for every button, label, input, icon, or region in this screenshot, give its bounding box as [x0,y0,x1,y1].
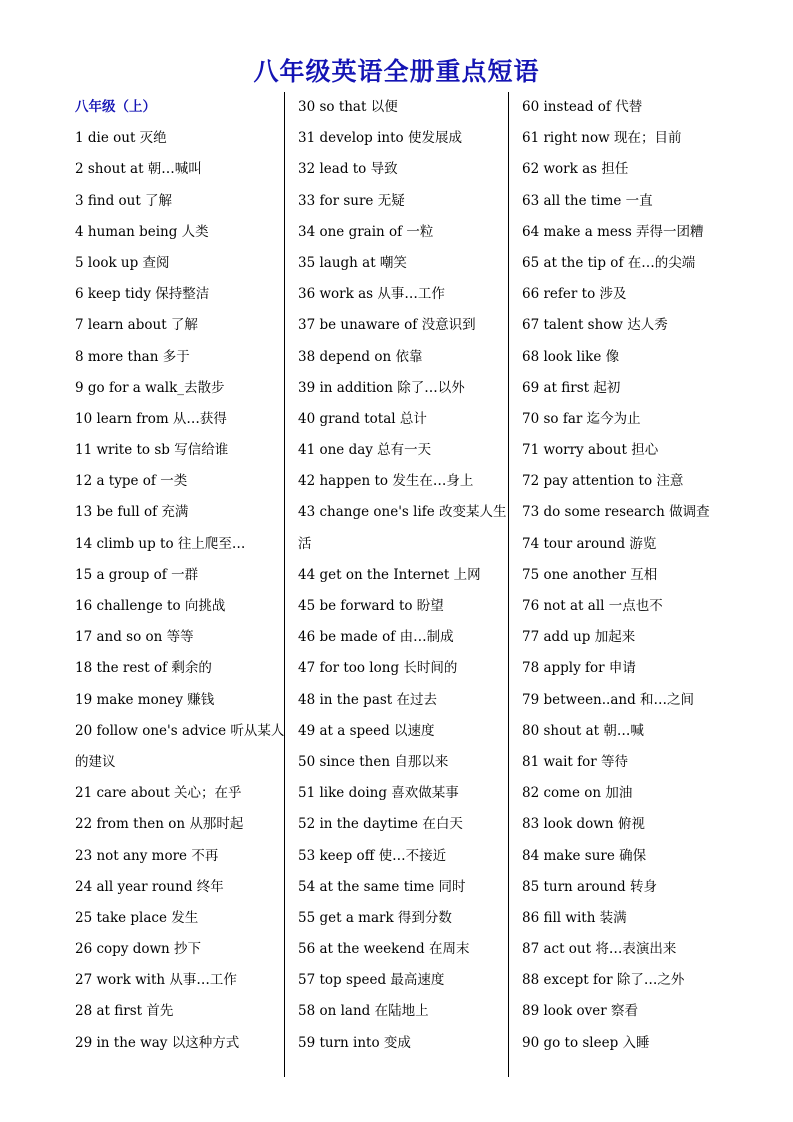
phrase-item: 47 for too long 长时间的 [298,660,458,677]
phrase-item: 80 shout at 朝…喊 [522,722,644,739]
phrase-item: 77 add up 加起来 [522,629,636,646]
phrase-item: 83 look down 俯视 [522,816,645,833]
phrase-item: 51 like doing 喜欢做某事 [298,785,459,802]
phrase-item: 66 refer to 涉及 [522,286,627,303]
phrase-item: 29 in the way 以这种方式 [75,1034,240,1051]
phrase-item: 81 wait for 等待 [522,753,628,770]
phrase-item: 71 worry about 担心 [522,442,659,459]
phrase-item: 86 fill with 装满 [522,909,627,926]
phrase-item: 42 happen to 发生在…身上 [298,473,474,490]
phrase-item: 82 come on 加油 [522,785,633,802]
phrase-item: 26 copy down 抄下 [75,941,202,958]
phrase-item: 35 laugh at 嘲笑 [298,254,407,271]
phrase-item: 40 grand total 总计 [298,410,427,427]
phrase-item: 2 shout at 朝…喊叫 [75,161,202,178]
phrase-item: 46 be made of 由…制成 [298,629,454,646]
phrase-item: 84 make sure 确保 [522,847,647,864]
phrase-item: 69 at first 起初 [522,379,621,396]
phrase-item: 67 talent show 达人秀 [522,317,668,334]
page-title: 八年级英语全册重点短语 [253,57,540,86]
phrase-item: 的建议 [75,753,116,770]
phrase-item: 85 turn around 转身 [522,878,657,895]
phrase-item: 56 at the weekend 在周末 [298,941,470,958]
phrase-item: 73 do some research 做调查 [522,504,710,521]
phrase-item: 15 a group of 一群 [75,566,199,583]
phrase-item: 17 and so on 等等 [75,629,194,646]
phrase-item: 59 turn into 变成 [298,1034,411,1051]
phrase-item: 74 tour around 游览 [522,535,657,552]
phrase-item: 78 apply for 申请 [522,660,636,677]
phrase-item: 90 go to sleep 入睡 [522,1034,650,1051]
phrase-item: 53 keep off 使…不接近 [298,847,447,864]
column-divider [284,92,285,1077]
phrase-item: 12 a type of 一类 [75,473,188,490]
phrase-item: 75 one another 互相 [522,566,658,583]
phrase-item: 65 at the tip of 在…的尖端 [522,254,696,271]
phrase-item: 61 right now 现在；目前 [522,130,682,147]
phrase-item: 9 go for a walk_去散步 [75,379,225,396]
phrase-item: 52 in the daytime 在白天 [298,816,463,833]
phrase-item: 49 at a speed 以速度 [298,722,435,739]
phrase-item: 22 from then on 从那时起 [75,816,244,833]
phrase-item: 36 work as 从事…工作 [298,286,445,303]
phrase-item: 88 except for 除了…之外 [522,972,685,989]
phrase-item: 1 die out 灭绝 [75,130,167,147]
phrase-column-2 [298,92,507,1059]
phrase-item: 63 all the time 一直 [522,192,653,209]
phrase-item: 76 not at all 一点也不 [522,598,663,614]
phrase-item: 57 top speed 最高速度 [298,972,445,989]
phrase-item: 48 in the past 在过去 [298,691,438,708]
phrase-item: 31 develop into 使发展成 [298,130,462,147]
phrase-item: 72 pay attention to 注意 [522,473,684,490]
phrase-item: 89 look over 察看 [522,1003,639,1020]
phrase-item: 58 on land 在陆地上 [298,1003,429,1020]
phrase-item: 28 at first 首先 [75,1003,174,1020]
phrase-item: 70 so far 迄今为止 [522,410,641,427]
phrase-item: 5 look up 查阅 [75,254,170,271]
phrase-item: 14 climb up to 往上爬至… [75,535,246,552]
phrase-item: 13 be full of 充满 [75,504,189,521]
phrase-item: 4 human being 人类 [75,223,209,240]
phrase-item: 25 take place 发生 [75,909,199,926]
phrase-item: 60 instead of 代替 [522,99,643,115]
phrase-item: 16 challenge to 向挑战 [75,598,226,614]
phrase-item: 活 [298,535,312,552]
column-divider [508,92,509,1077]
phrase-column-3 [522,92,722,1059]
phrase-item: 6 keep tidy 保持整洁 [75,286,210,303]
phrase-item: 10 learn from 从…获得 [75,410,227,427]
phrase-item: 55 get a mark 得到分数 [298,909,452,926]
phrase-item: 32 lead to 导致 [298,161,398,178]
phrase-item: 68 look like 像 [522,348,620,365]
phrase-item: 34 one grain of 一粒 [298,223,434,240]
phrase-item: 39 in addition 除了…以外 [298,379,465,396]
phrase-item: 23 not any more 不再 [75,847,219,864]
phrase-item: 45 be forward to 盼望 [298,598,444,614]
phrase-item: 38 depend on 依靠 [298,348,423,365]
phrase-item: 50 since then 自那以来 [298,753,449,770]
phrase-item: 20 follow one's advice 听从某人 [75,722,285,739]
phrase-item: 54 at the same time 同时 [298,878,466,895]
phrase-item: 8 more than 多于 [75,348,190,365]
phrase-column-1 [75,92,285,1059]
phrase-item: 44 get on the Internet 上网 [298,566,481,583]
phrase-item: 64 make a mess 弄得一团糟 [522,223,704,240]
phrase-item: 43 change one's life 改变某人生 [298,504,507,521]
section-heading: 八年级（上） [75,99,156,115]
phrase-item: 87 act out 将…表演出来 [522,941,677,958]
phrase-item: 62 work as 担任 [522,161,629,178]
phrase-item: 27 work with 从事…工作 [75,972,237,989]
phrase-item: 41 one day 总有一天 [298,442,432,459]
phrase-item: 11 write to sb 写信给谁 [75,442,229,459]
phrase-item: 33 for sure 无疑 [298,192,405,209]
phrase-item: 18 the rest of 剩余的 [75,660,212,677]
phrase-item: 19 make money 赚钱 [75,691,215,708]
phrase-item: 21 care about 关心；在乎 [75,785,242,802]
phrase-item: 7 learn about 了解 [75,317,198,334]
phrase-item: 3 find out 了解 [75,192,173,209]
phrase-item: 37 be unaware of 没意识到 [298,317,476,334]
phrase-item: 24 all year round 终年 [75,878,224,895]
phrase-item: 79 between..and 和…之间 [522,691,695,708]
phrase-item: 30 so that 以便 [298,99,398,115]
